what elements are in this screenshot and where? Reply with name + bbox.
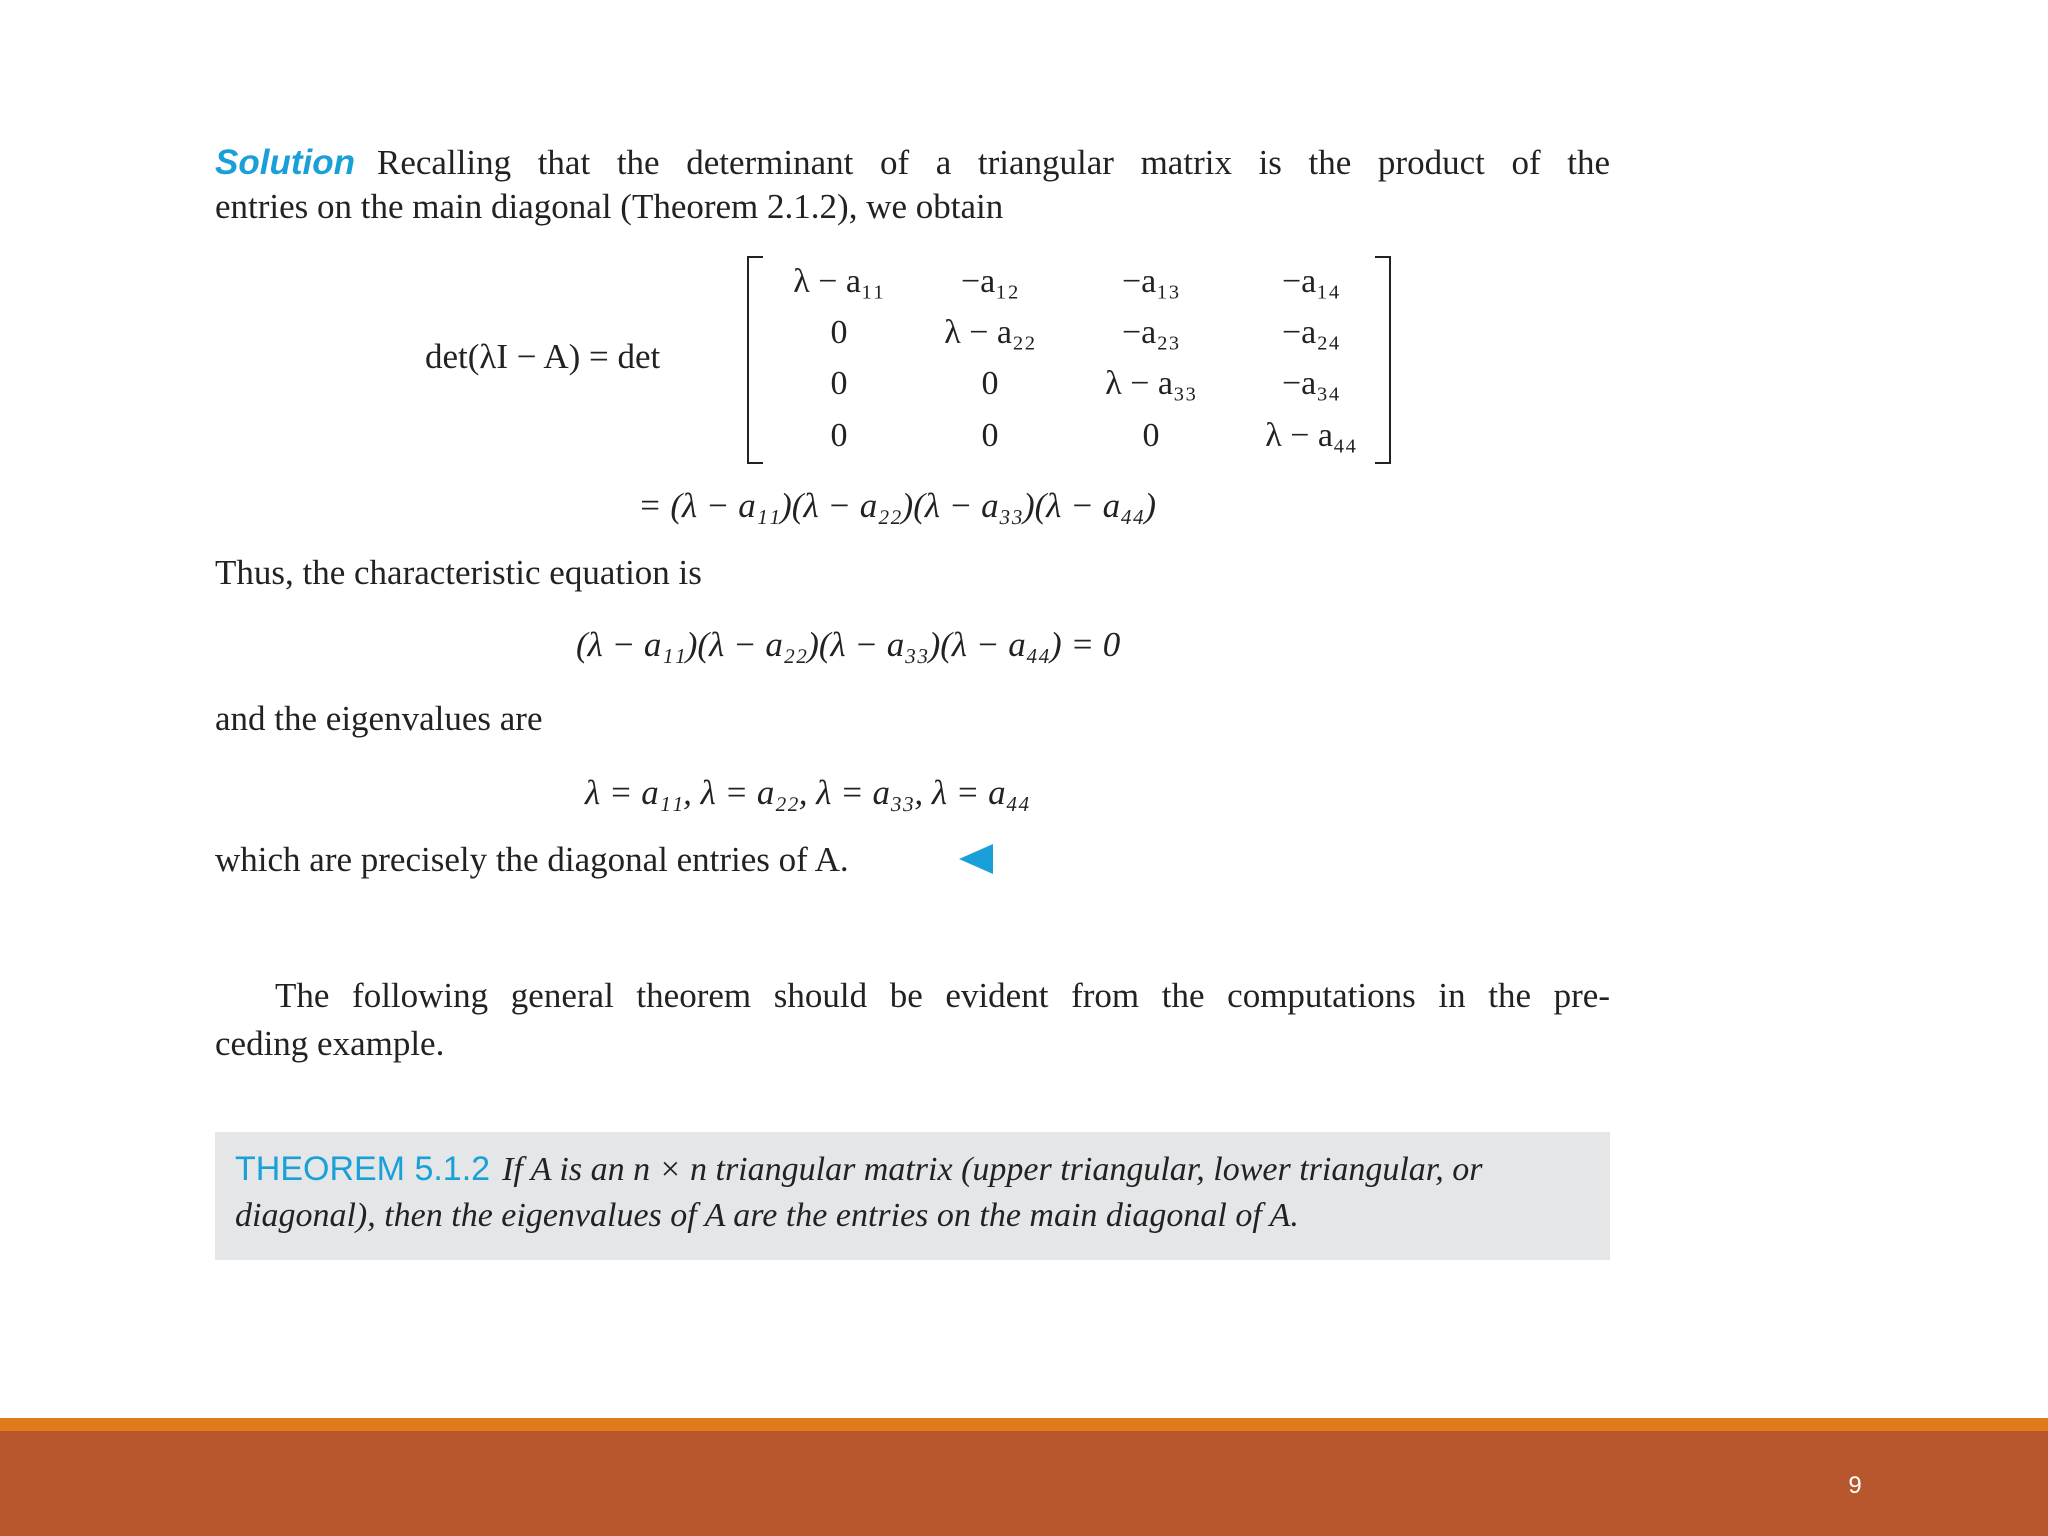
determinant-lhs: det(λI − A) = det	[425, 337, 661, 376]
theorem-label: THEOREM 5.1.2	[235, 1150, 491, 1188]
matrix-cell: 0	[830, 314, 848, 351]
matrix-cell: 0	[981, 417, 999, 454]
paragraph-line-1: The following general theorem should be evident from the computations in the pre-	[275, 976, 1610, 1015]
matrix-cell: 0	[981, 365, 999, 402]
footer-bar	[0, 1431, 2048, 1536]
matrix-cell: 0	[1142, 417, 1160, 454]
characteristic-equation: (λ − a₁₁)(λ − a₂₂)(λ − a₃₃)(λ − a₄₄) = 0	[576, 625, 1121, 664]
matrix-cell: 0	[830, 417, 848, 454]
matrix-cell: −a₁₄	[1282, 263, 1340, 300]
matrix-cell: 0	[830, 365, 848, 402]
solution-line-1	[215, 140, 1610, 186]
matrix-cell: λ − a₁₁	[793, 263, 885, 300]
matrix-cell: λ − a₄₄	[1265, 417, 1357, 454]
determinant-product: = (λ − a₁₁)(λ − a₂₂)(λ − a₃₃)(λ − a₄₄)	[638, 486, 1157, 525]
theorem-box	[215, 1132, 1610, 1260]
paragraph-line-2: ceding example.	[215, 1024, 445, 1063]
solution-line-2: entries on the main diagonal (Theorem 2.1.2), we obtain	[215, 187, 1004, 226]
matrix-cell: −a₁₂	[961, 263, 1019, 300]
conclusion-text: which are precisely the diagonal entries of A.	[215, 840, 849, 879]
matrix	[747, 256, 1391, 464]
characteristic-intro: Thus, the characteristic equation is	[215, 553, 702, 592]
matrix-cell: λ − a₂₂	[944, 314, 1036, 351]
solution-text: Recalling that the determinant of a triangular matrix is the product of the	[376, 143, 1610, 182]
page-number: 9	[1848, 1472, 1862, 1499]
theorem-text	[235, 1146, 1588, 1239]
end-of-solution-icon	[959, 844, 993, 874]
matrix-cell: −a₁₃	[1122, 263, 1180, 300]
eigenvalues-list: λ = a₁₁, λ = a₂₂, λ = a₃₃, λ = a₄₄	[585, 773, 1030, 812]
eigenvalues-intro: and the eigenvalues are	[215, 699, 543, 738]
matrix-cell: −a₃₄	[1282, 365, 1340, 402]
matrix-cell: −a₂₃	[1122, 314, 1180, 351]
solution-label: Solution	[215, 143, 355, 182]
matrix-cell: −a₂₄	[1282, 314, 1340, 351]
theorem-body: If A is an n × n triangular matrix (upper triangular, lower triangular, or diagonal), then the eigenvalues of A are the entries on the main diagonal of A.	[235, 1151, 1483, 1234]
footer-accent-line	[0, 1418, 2048, 1431]
matrix-cell: λ − a₃₃	[1105, 365, 1197, 402]
